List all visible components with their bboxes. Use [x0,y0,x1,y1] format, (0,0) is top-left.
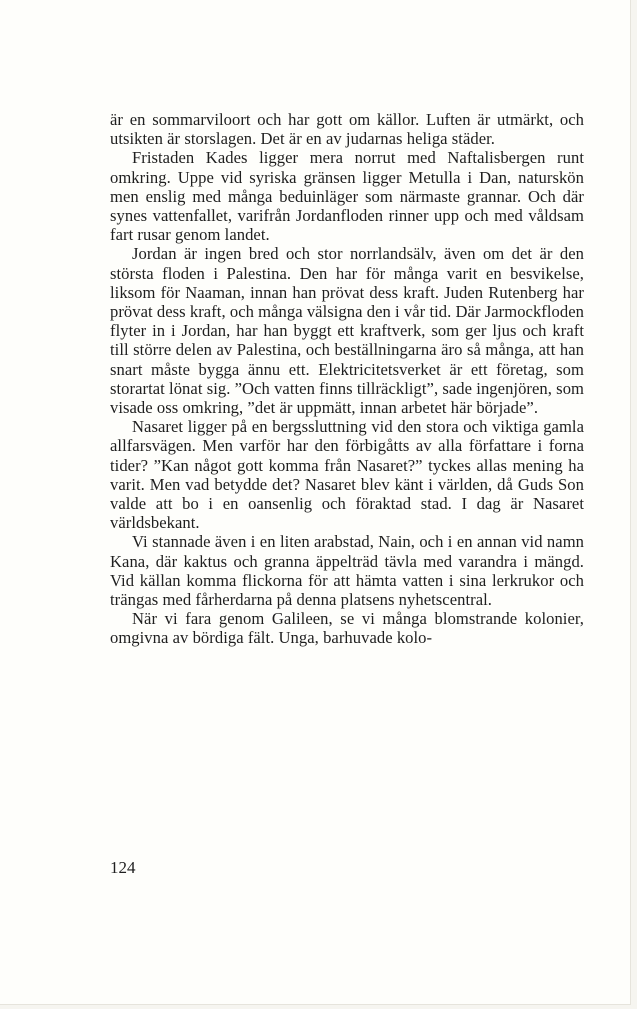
paragraph-6: När vi fara genom Galileen, se vi många blomstrande kolonier, omgivna av bördiga fält. Unga, barhuvade kolo- [110,609,584,648]
paragraph-1: är en sommarviloort och har gott om källor. Luften är utmärkt, och utsikten är storslagen. Det är en av judarnas heliga städer. [110,110,584,149]
paragraph-3: Jordan är ingen bred och stor norrlandsälv, även om det är den största floden i Palestina. Den har för många varit en besvikelse, liksom för Naaman, innan han prövat dess kraft. Juden Rutenberg har prövat dess kraft, och många välsigna den i vår tid. Där Jarmockfloden flyter in i Jordan, har han byggt ett kraftverk, som ger ljus och kraft till större delen av Palestina, och beställningarna äro så många, att han snart måste bygga ännu ett. Elektricitetsverket är ett företag, som storartat lönat sig. ”Och vatten finns tillräckligt”, sade ingenjören, som visade oss omkring, ”det är uppmätt, innan arbetet här började”. [110,244,584,418]
paragraph-5: Vi stannade även i en liten arabstad, Nain, och i en annan vid namn Kana, där kaktus och granna äppelträd tävla med varandra i mängd. Vid källan komma flickorna för att hämta vatten i sina lerkrukor och trängas med fårherdarna på denna platsens nyhetscentral. [110,532,584,610]
paragraph-2: Fristaden Kades ligger mera norrut med Naftalisbergen runt omkring. Uppe vid syriska gränsen ligger Metulla i Dan, naturskön men enslig med många beduinläger som närmaste grannar. Och där synes vattenfallet, varifrån Jordanfloden rinner upp och med våldsam fart rusar genom landet. [110,148,584,245]
body-text [110,110,584,648]
paragraph-4: Nasaret ligger på en bergssluttning vid den stora och viktiga gamla allfarsvägen. Men varför har den förbigåtts av alla författare i forna tider? ”Kan något gott komma från Nasaret?” tyckes allas mening ha varit. Men vad betydde det? Nasaret blev känt i världen, då Guds Son valde att bo i en oansenlig och föraktad stad. I dag är Nasaret världsbekant. [110,417,584,533]
page-number: 124 [110,858,136,877]
